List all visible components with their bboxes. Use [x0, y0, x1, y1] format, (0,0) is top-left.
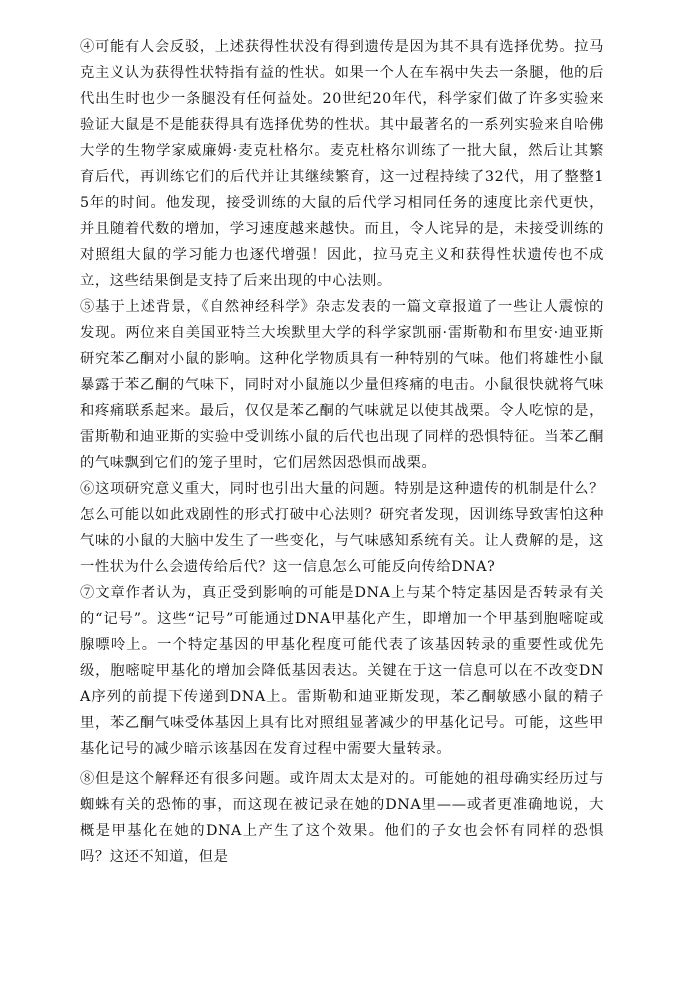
paragraph-8: ⑧但是这个解释还有很多问题。或许周太太是对的。可能她的祖母确实经历过与蜘蛛有关的恐怖的事，而这现在被记录在她的DNA里——或者更准确地说，大概是甲基化在她的DNA上产生了这个效果。他们的子女也会怀有同样的恐惧吗？这还不知道，但是	[80, 771, 604, 865]
paragraph-7: ⑦文章作者认为，真正受到影响的可能是DNA上与某个特定基因是否转录有关的“记号”。这些“记号”可能通过DNA甲基化产生，即增加一个甲基到胞嘧啶或腺嘌呤上。一个特定基因的甲基化程度可能代表了该基因转录的重要性或优先级，胞嘧啶甲基化的增加会降低基因表达。关键在于这一信息可以在不改变DNA序列的前提下传递到DNA上。雷斯勒和迪亚斯发现，苯乙酮敏感小鼠的精子里，苯乙酮气味受体基因上具有比对照组显著减少的甲基化记号。可能，这些甲基化记号的减少暗示该基因在发育过程中需要大量转录。	[80, 585, 604, 757]
paragraph-4: ④可能有人会反驳，上述获得性状没有得到遗传是因为其不具有选择优势。拉马克主义认为获得性状特指有益的性状。如果一个人在车祸中失去一条腿，他的后代出生时也少一条腿没有任何益处。20世纪20年代，科学家们做了许多实验来验证大鼠是不是能获得具有选择优势的性状。其中最著名的一系列实验来自哈佛大学的生物学家威廉姆·麦克杜格尔。麦克杜格尔训练了一批大鼠，然后让其繁育后代，再训练它们的后代并让其继续繁育，这一过程持续了32代，用了整整15年的时间。他发现，接受训练的大鼠的后代学习相同任务的速度比亲代更快，并且随着代数的增加，学习速度越来越快。而且，令人诧异的是，未接受训练的对照组大鼠的学习能力也逐代增强！因此，拉马克主义和获得性状遗传也不成立，这些结果倒是支持了后来出现的中心法则。	[80, 39, 604, 289]
article-body	[80, 34, 604, 870]
paragraph-6: ⑥这项研究意义重大，同时也引出大量的问题。特别是这种遗传的机制是什么？怎么可能以如此戏剧性的形式打破中心法则？研究者发现，因训练导致害怕这种气味的小鼠的大脑中发生了一些变化，与气味感知系统有关。让人费解的是，这一性状为什么会遗传给后代？这一信息怎么可能反向传给DNA?	[80, 481, 604, 575]
paragraph-5: ⑤基于上述背景，《自然神经科学》杂志发表的一篇文章报道了一些让人震惊的发现。两位来自美国亚特兰大埃默里大学的科学家凯丽·雷斯勒和布里安·迪亚斯研究苯乙酮对小鼠的影响。这种化学物质具有一种特别的气味。他们将雄性小鼠暴露于苯乙酮的气味下，同时对小鼠施以少量但疼痛的电击。小鼠很快就将气味和疼痛联系起来。最后，仅仅是苯乙酮的气味就足以使其战栗。令人吃惊的是，雷斯勒和迪亚斯的实验中受训练小鼠的后代也出现了同样的恐惧特征。当苯乙酮的气味飘到它们的笼子里时，它们居然因恐惧而战栗。	[80, 299, 604, 471]
